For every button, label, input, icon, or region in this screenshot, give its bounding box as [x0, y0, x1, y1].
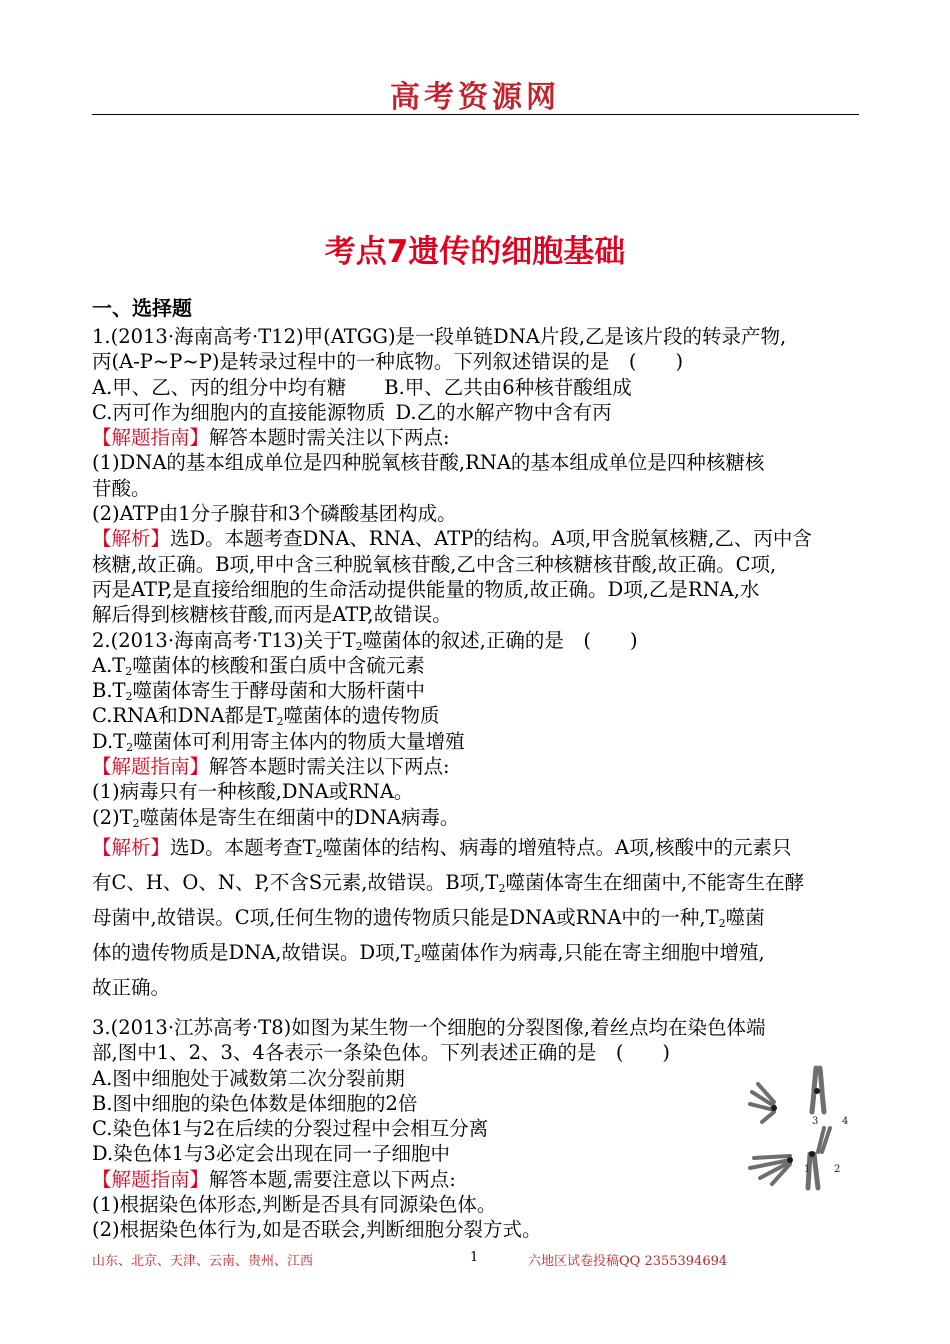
q1-option-b: B.甲、乙共由6种核苷酸组成: [384, 375, 632, 399]
q2-guide-tag: 【解题指南】: [92, 755, 210, 779]
subscript: 2: [718, 916, 726, 930]
q2-analysis-line-5: 故正确。: [92, 975, 171, 999]
chromosome-label-3: 3: [812, 1116, 819, 1127]
subscript: 2: [132, 816, 140, 830]
q2-option-b-post: 噬菌体寄生于酵母菌和大肠杆菌中: [132, 679, 426, 703]
q3-guide-point-1: (1)根据染色体形态,判断是否具有同源染色体。: [92, 1193, 497, 1217]
q2-analysis-1-pre: 选D。本题考查T: [170, 835, 316, 859]
subscript: 2: [498, 881, 506, 895]
footer-regions: 山东、北京、天津、云南、贵州、江西: [92, 1254, 314, 1269]
q2-analysis-line-2: [92, 865, 860, 900]
page-title: 考点7遗传的细胞基础: [324, 234, 626, 270]
q2-option-d-pre: D.T: [92, 729, 127, 753]
q2-stem: [92, 628, 860, 653]
section-heading: 一、选择题: [92, 296, 192, 320]
header-logo: 高考资源网: [390, 80, 560, 115]
q2-analysis-4-pre: 体的遗传物质是DNA,故错误。D项,T: [92, 940, 414, 964]
q2-analysis-4-post: 噬菌体作为病毒,只能在寄主细胞中增殖,: [420, 940, 765, 964]
chromosome-label-2: 2: [834, 1164, 841, 1175]
q2-analysis-line-3: [92, 900, 860, 935]
q2-analysis-3-pre: 母菌中,故错误。C项,任何生物的遗传物质只能是DNA或RNA中的一种,T: [92, 905, 719, 929]
q3-option-c: C.染色体1与2在后续的分裂过程中会相互分离: [92, 1117, 489, 1141]
q2-option-b: [92, 678, 860, 703]
q2-option-c: [92, 703, 860, 728]
q2-guide-point-1: (1)病毒只有一种核酸,DNA或RNA。: [92, 780, 414, 804]
q1-guide: [92, 425, 860, 450]
subscript: 2: [276, 715, 284, 729]
subscript: 2: [315, 846, 323, 860]
q2-analysis-2-post: 噬菌体寄生在细菌中,不能寄生在酵: [505, 870, 805, 894]
subscript: 2: [125, 664, 133, 678]
q1-guide-point-1b: 苷酸。: [92, 476, 151, 500]
q1-options-cd: [92, 400, 860, 425]
subscript: 2: [413, 951, 421, 965]
q3-option-b: B.图中细胞的染色体数是体细胞的2倍: [92, 1091, 418, 1115]
q3-guide-text: 解答本题,需要注意以下两点:: [209, 1167, 456, 1191]
q1-analysis-tag: 【解析】: [92, 527, 171, 551]
chromosome-label-1: 1: [804, 1164, 811, 1175]
q3-stem-line-2: 部,图中1、2、3、4各表示一条染色体。下列表述正确的是 ( ): [92, 1041, 671, 1065]
q1-guide-point-2: (2)ATP由1分子腺苷和3个磷酸基团构成。: [92, 502, 457, 526]
q2-analysis-3-post: 噬菌: [725, 905, 765, 929]
q1-guide-tag: 【解题指南】: [92, 426, 210, 450]
q3-option-d: D.染色体1与3必定会出现在同一子细胞中: [92, 1142, 450, 1166]
subscript: 2: [125, 690, 133, 704]
footer-contact: 六地区试卷投稿QQ 2355394694: [528, 1254, 728, 1269]
q2-option-a-pre: A.T: [92, 653, 126, 677]
q2-analysis-2-pre: 有C、H、O、N、P,不含S元素,故错误。B项,T: [92, 870, 499, 894]
q1-stem-line-2: 丙(A-P~P~P)是转录过程中的一种底物。下列叙述错误的是 ( ): [92, 350, 684, 374]
q2-stem-post: 噬菌体的叙述,正确的是 ( ): [362, 628, 638, 652]
q1-analysis-text-1: 选D。本题考查DNA、RNA、ATP的结构。A项,甲含脱氧核糖,乙、丙中含: [170, 527, 812, 551]
chromosome-label-4: 4: [842, 1116, 849, 1127]
q1-analysis-line-3: 丙是ATP,是直接给细胞的生命活动提供能量的物质,故正确。D项,乙是RNA,水: [92, 577, 760, 601]
q1-analysis-line-1: [92, 526, 860, 551]
q3-guide-point-2: (2)根据染色体行为,如是否联会,判断细胞分裂方式。: [92, 1218, 542, 1242]
q2-option-c-post: 噬菌体的遗传物质: [283, 704, 440, 728]
q2-guide-2-post: 噬菌体是寄生在细菌中的DNA病毒。: [139, 805, 460, 829]
q2-analysis-line-1: [92, 830, 860, 865]
q3-stem-line-1: 3.(2013·江苏高考·T8)如图为某生物一个细胞的分裂图像,着丝点均在染色体端: [92, 1015, 766, 1039]
q2-option-a: [92, 653, 860, 678]
q2-option-b-pre: B.T: [92, 679, 126, 703]
q2-option-d-post: 噬菌体可利用寄主体内的物质大量增殖: [133, 729, 465, 753]
q1-option-c: C.丙可作为细胞内的直接能源物质: [92, 400, 386, 424]
q3-guide-tag: 【解题指南】: [92, 1167, 210, 1191]
q2-analysis-tag: 【解析】: [92, 835, 171, 859]
page-number: 1: [470, 1250, 479, 1265]
subscript: 2: [126, 740, 134, 754]
q3-option-a: A.图中细胞处于减数第二次分裂前期: [92, 1066, 405, 1090]
q2-option-c-pre: C.RNA和DNA都是T: [92, 704, 277, 728]
q1-guide-text: 解答本题时需关注以下两点:: [209, 426, 450, 450]
q2-guide-point-2: [92, 805, 860, 830]
q1-option-a: A.甲、乙、丙的组分中均有糖: [92, 375, 347, 399]
subscript: 2: [355, 639, 363, 653]
q1-analysis-line-4: 解后得到核糖核苷酸,而丙是ATP,故错误。: [92, 603, 452, 627]
q2-guide-text: 解答本题时需关注以下两点:: [209, 755, 450, 779]
q1-stem-line-1: 1.(2013·海南高考·T12)甲(ATGG)是一段单链DNA片段,乙是该片段的转录产物,: [92, 325, 787, 348]
q1-option-d: D.乙的水解产物中含有丙: [395, 400, 612, 424]
q2-guide: [92, 754, 860, 779]
q1-options-ab: [92, 375, 860, 400]
q2-option-d: [92, 729, 860, 754]
chromosome-figure: [742, 1062, 860, 1192]
q2-guide-2-pre: (2)T: [92, 805, 133, 829]
q2-stem-pre: 2.(2013·海南高考·T13)关于T: [92, 628, 356, 652]
q2-analysis-1-post: 噬菌体的结构、病毒的增殖特点。A项,核酸中的元素只: [322, 835, 792, 859]
q2-option-a-post: 噬菌体的核酸和蛋白质中含硫元素: [132, 653, 425, 677]
q1-guide-point-1a: (1)DNA的基本组成单位是四种脱氧核苷酸,RNA的基本组成单位是四种核糖核: [92, 451, 765, 475]
header-divider: [92, 114, 859, 115]
q1-analysis-line-2: 核糖,故正确。B项,甲中含三种脱氧核苷酸,乙中含三种核糖核苷酸,故正确。C项,: [92, 552, 777, 576]
q2-analysis-line-4: [92, 935, 860, 970]
